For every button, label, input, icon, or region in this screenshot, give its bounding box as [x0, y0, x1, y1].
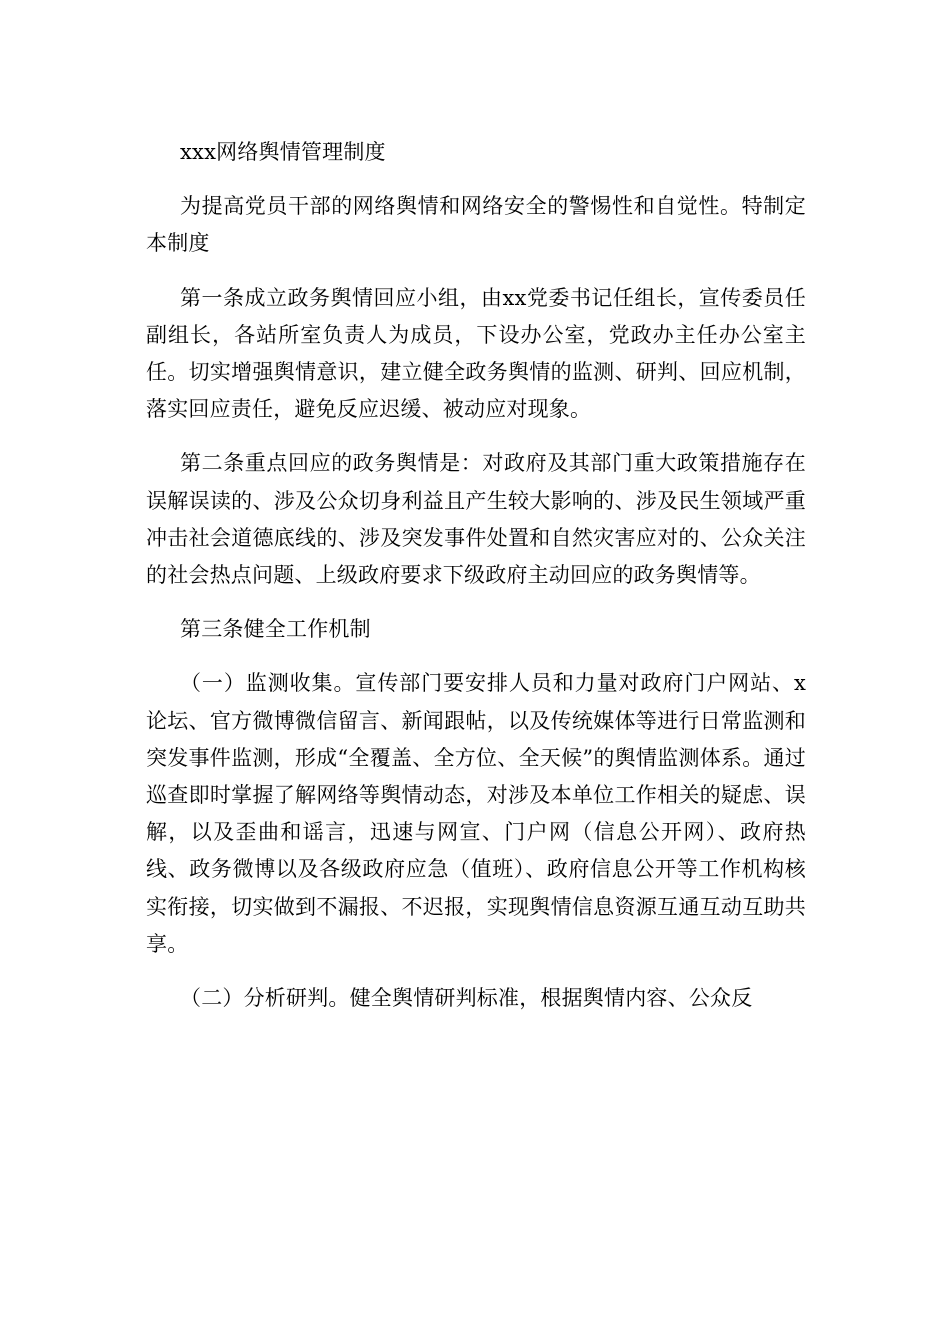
document-body: [146, 134, 806, 1017]
paragraph-article-2: 第二条重点回应的政务舆情是：对政府及其部门重大政策措施存在误解误读的、涉及公众切身利益且产生较大影响的、涉及民生领域严重冲击社会道德底线的、涉及突发事件处置和自然灾害应对的、公众关注的社会热点问题、上级政府要求下级政府主动回应的政务舆情等。: [146, 451, 806, 588]
paragraph-article-1: 第一条成立政务舆情回应小组，由xx党委书记任组长，宣传委员任副组长，各站所室负责人为成员，下设办公室，党政办主任办公室主任。切实增强舆情意识，建立健全政务舆情的监测、研判、回应机制，落实回应责任，避免反应迟缓、被动应对现象。: [146, 285, 806, 422]
paragraph-monitoring: （一）监测收集。宣传部门要安排人员和力量对政府门户网站、x论坛、官方微博微信留言、新闻跟帖，以及传统媒体等进行日常监测和突发事件监测，形成“全覆盖、全方位、全天候”的舆情监测体系。通过巡查即时掌握了解网络等舆情动态，对涉及本单位工作相关的疑虑、误解，以及歪曲和谣言，迅速与网宣、门户网（信息公开网）、政府热线、政务微博以及各级政府应急（值班）、政府信息公开等工作机构核实衔接，切实做到不漏报、不迟报，实现舆情信息资源互通互动互助共享。: [146, 671, 806, 956]
paragraph-intro: 为提高党员干部的网络舆情和网络安全的警惕性和自觉性。特制定本制度: [146, 194, 806, 256]
paragraph-analysis: （二）分析研判。健全舆情研判标准，根据舆情内容、公众反: [180, 986, 753, 1011]
paragraph-article-3-heading: 第三条健全工作机制: [180, 617, 371, 642]
document-title: xxx网络舆情管理制度: [180, 140, 386, 164]
